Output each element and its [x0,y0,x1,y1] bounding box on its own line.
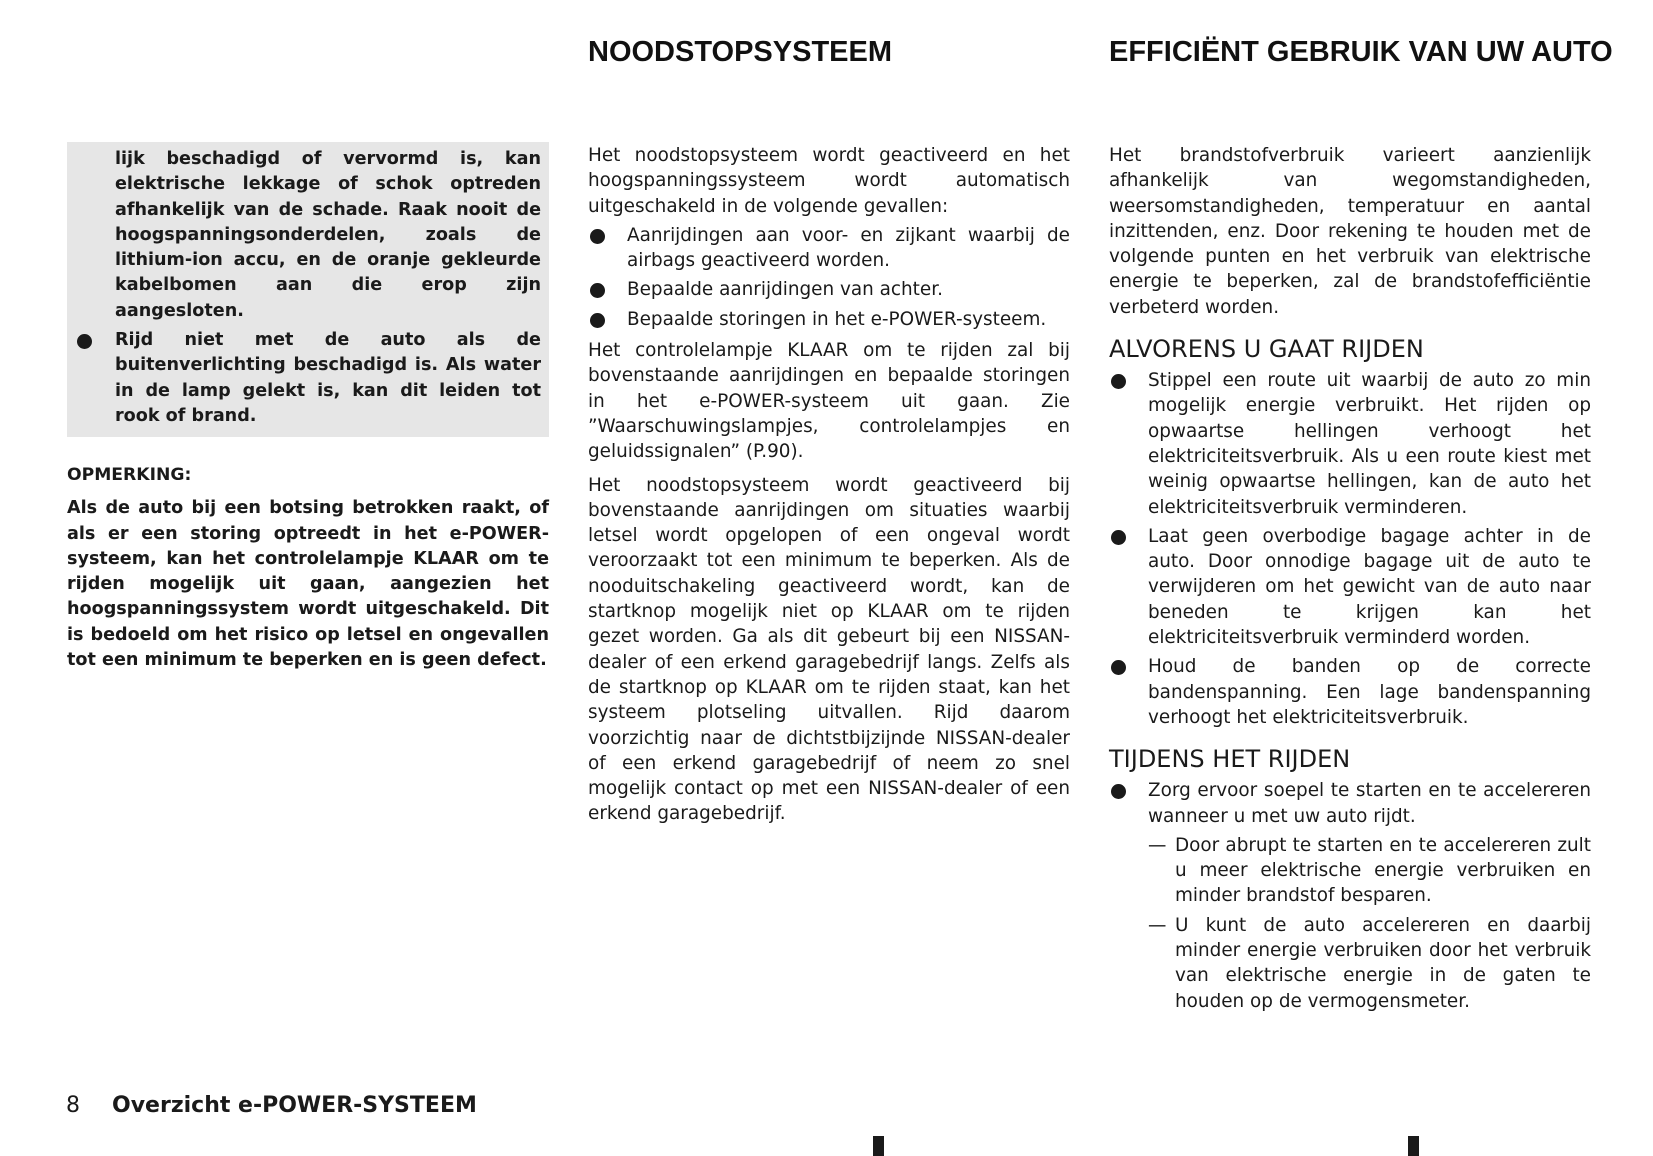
chapter-title: Overzicht e-POWER-SYSTEEM [112,1093,477,1118]
sub-list-item [1109,833,1591,909]
bullet-icon [590,283,605,298]
warning-continued-text: lijk beschadigd of vervormd is, kan elektrische lekkage of schok optreden afhankelijk van de schade. Raak nooit de hoogspanningsonderdelen, zoals de lithium-ion accu, en de oranje gekleurde kabelbomen aan die erop zijn aangesloten. [115,149,541,321]
bullet-icon [1111,374,1126,389]
dash-icon: — [1148,834,1167,856]
column-1 [67,142,549,673]
bullet-icon [1111,784,1126,799]
noodstop-paragraph-1: Het controlelampje KLAAR om te rijden zal bij bovenstaande aanrijdingen en bepaalde storingen in het e-POWER-systeem uit gaan. Zie ”Waarschuwingslampjes, controlelampjes en geluidssignalen” (P.90). [588,340,1070,463]
subheading-alvorens: ALVORENS U GAAT RIJDEN [1109,335,1424,364]
bullet-icon [590,313,605,328]
crop-mark [873,1136,884,1156]
noodstop-intro: Het noodstopsysteem wordt geactiveerd en het hoogspanningssysteem wordt automatisch uitgeschakeld in de volgende gevallen: [588,145,1070,217]
list-item [1109,654,1591,730]
list-item-text: Laat geen overbodige bagage achter in de auto. Door onnodige bagage uit de auto te verwijderen om het gewicht van de auto naar beneden te krijgen kan het elektriciteitsverbruik verminderd worden. [1148,525,1591,649]
section-heading-efficient-gebruik: EFFICIËNT GEBRUIK VAN UW AUTO [1109,36,1613,68]
note-body: Als de auto bij een botsing betrokken raakt, of als er een storing optreedt in het e-POWER-systeem, kan het controlelampje KLAAR om te rijden mogelijk uit gaan, aangezien het hoogspanningssystem wordt uitgeschakeld. Dit is bedoeld om het risico op letsel en ongevallen tot een minimum te beperken en is geen defect. [67,498,549,671]
dash-icon: — [1148,914,1167,936]
note-label: OPMERKING: [67,465,192,486]
bullet-icon [1111,530,1126,545]
warning-box [67,142,549,437]
list-item-text: Zorg ervoor soepel te starten en te accelereren wanneer u met uw auto rijdt. [1148,780,1591,827]
list-item [588,277,1070,302]
warning-bullet-item [67,328,541,429]
list-item-text: Bepaalde aanrijdingen van achter. [627,279,943,301]
column-2 [588,143,1070,827]
warning-bullet-text: Rijd niet met de auto als de buitenverlichting beschadigd is. Als water in de lamp gelekt is, kan dit leiden tot rook of brand. [115,330,541,426]
list-item [588,223,1070,274]
list-item [588,307,1070,332]
list-item [1109,368,1591,520]
sub-list-item [1109,913,1591,1014]
sub-list-item-text: Door abrupt te starten en te accelereren zult u meer elektrische energie verbruiken en minder brandstof besparen. [1175,834,1591,907]
noodstop-paragraph-2: Het noodstopsysteem wordt geactiveerd bij bovenstaande aanrijdingen om situaties waarbij letsel wordt opgelopen of een ongeval wordt veroorzaakt tot een minimum te beperken. Als de nooduitschakeling geactiveerd wordt, kan de startknop mogelijk niet op KLAAR om te rijden gezet worden. Ga als dit gebeurt bij een NISSAN-dealer of een erkend garagebedrijf langs. Zelfs als de startknop op KLAAR om te rijden staat, kan het systeem plotseling uitvallen. Rijd daarom voorzichtig naar de dichtstbijzijnde NISSAN-dealer of een erkend garagebedrijf of neem zo snel mogelijk contact op met een NISSAN-dealer of een erkend garagebedrijf. [588,474,1070,825]
list-item [1109,524,1591,650]
crop-mark [1408,1136,1419,1156]
column-3 [1109,143,1591,1014]
page-number: 8 [66,1093,80,1118]
list-item-text: Aanrijdingen aan voor- en zijkant waarbij de airbags geactiveerd worden. [627,224,1070,272]
subheading-tijdens: TIJDENS HET RIJDEN [1109,745,1351,774]
bullet-icon [77,334,92,349]
page-footer [66,1093,477,1118]
list-item-text: Stippel een route uit waarbij de auto zo min mogelijk energie verbruikt. Het rijden op opwaartse hellingen verhoogt het elektriciteitsverbruik. Als u een route kiest met weinig opwaartse hellingen, kan de auto het elektriciteitsverbruik verminderen. [1148,370,1591,518]
sub-list-item-text: U kunt de auto accelereren en daarbij minder energie verbruiken door het verbruik van elektrische energie in de gaten te houden op de vermogensmeter. [1175,914,1591,1012]
list-item-text: Bepaalde storingen in het e-POWER-systeem. [627,308,1047,330]
list-item-text: Houd de banden op de correcte bandenspanning. Een lage bandenspanning verhoogt het elektriciteitsverbruik. [1148,656,1591,728]
bullet-icon [1111,660,1126,675]
list-item [1109,778,1591,829]
efficiency-intro: Het brandstofverbruik varieert aanzienlijk afhankelijk van wegomstandigheden, weersomstandigheden, temperatuur en aantal inzittenden, enz. Door rekening te houden met de volgende punten en het verbruik van elektrische energie te beperken, zal de brandstofefficiëntie verbeterd worden. [1109,145,1591,318]
bullet-icon [590,229,605,244]
section-heading-noodstopsysteem: NOODSTOPSYSTEEM [588,36,893,68]
